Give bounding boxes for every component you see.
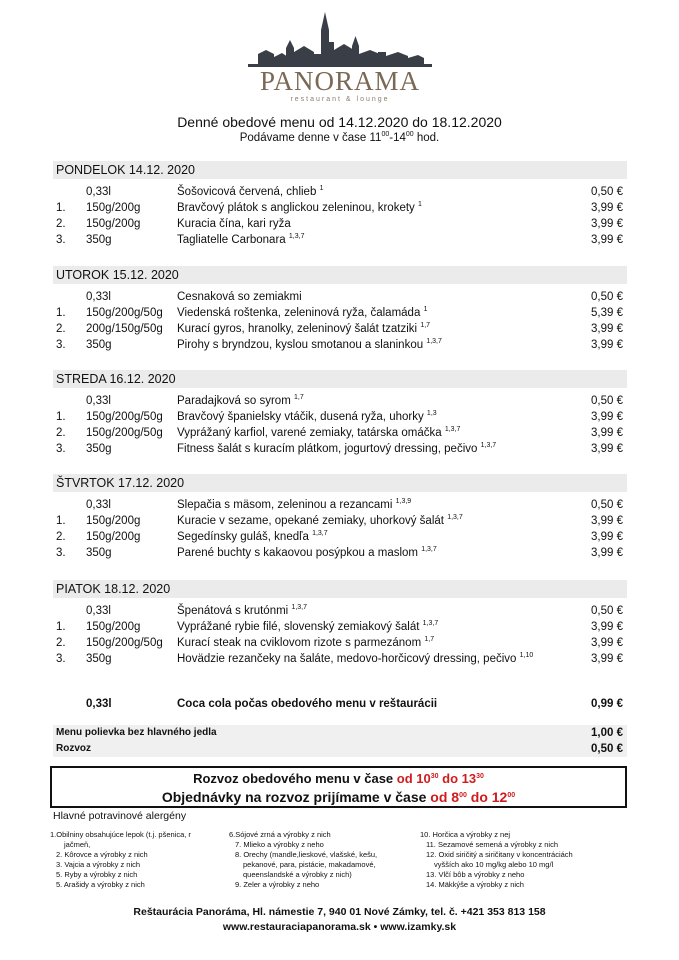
item-allergens: 1,3,7: [447, 514, 463, 521]
item-allergens: 1: [319, 185, 324, 192]
item-price: 3,99 €: [591, 515, 623, 527]
item-name: Viedenská roštenka, zeleninová ryža, čalamáda: [177, 307, 421, 319]
allergen-entry: 11. Sezamové semená a výrobky z nich: [426, 840, 559, 849]
item-name-cell: [177, 409, 437, 425]
soup-row: [53, 184, 627, 200]
soup-only-price: 1,00 €: [591, 727, 623, 739]
item-quantity: 150g/200g: [86, 531, 141, 543]
day-header: STREDA 16.12. 2020: [53, 370, 627, 388]
allergen-entry: jačmeň,: [64, 840, 91, 849]
allergen-entry: queenslandské a výrobky z nich): [243, 870, 352, 879]
item-name-cell: [177, 216, 291, 232]
item-quantity: 0,33l: [86, 605, 111, 617]
item-price: 3,99 €: [591, 411, 623, 423]
item-price: 0,50 €: [591, 605, 623, 617]
day-header: UTOROK 15.12. 2020: [53, 266, 627, 284]
item-quantity: 150g/200g: [86, 202, 141, 214]
city-skyline-icon: [248, 10, 432, 70]
item-quantity: 150g/200g: [86, 515, 141, 527]
main-course-row: [53, 425, 627, 441]
item-name: Tagliatelle Carbonara: [177, 234, 286, 246]
day-header: PIATOK 18.12. 2020: [53, 580, 627, 598]
allergens-title: Hlavné potravinové alergény: [53, 810, 187, 822]
item-number: 2.: [56, 531, 66, 543]
item-name-cell: [177, 651, 533, 667]
item-name-cell: [177, 513, 463, 529]
main-course-row: [53, 337, 627, 353]
item-number: 2.: [56, 218, 66, 230]
item-name: Bravčový plátok s anglickou zeleninou, krokety: [177, 202, 415, 214]
item-name: Pirohy s bryndzou, kyslou smotanou a slaninkou: [177, 339, 424, 351]
soup-only-row: [53, 725, 627, 741]
allergen-entry: 12. Oxid siričitý a siričitany v koncentráciách: [426, 850, 573, 859]
item-quantity: 350g: [86, 443, 112, 455]
item-allergens: 1,3,7: [312, 530, 328, 537]
allergen-entry: 14. Mäkkýše a výrobky z nich: [426, 880, 524, 889]
allergen-entry: 2. Kôrovce a výrobky z nich: [56, 850, 148, 859]
item-price: 0,50 €: [591, 395, 623, 407]
main-course-row: [53, 216, 627, 232]
main-course-row: [53, 441, 627, 457]
item-name: Kurací gyros, hranolky, zeleninový šalát tzatziki: [177, 323, 418, 335]
item-quantity: 150g/200g/50g: [86, 411, 163, 423]
item-allergens: 1,7: [420, 322, 431, 329]
footer-websites: www.restauraciapanorama.sk • www.izamky.sk: [222, 921, 457, 933]
item-price: 3,99 €: [591, 547, 623, 559]
main-course-row: [53, 321, 627, 337]
item-allergens: 1,3,7: [291, 604, 308, 611]
item-quantity: 200g/150g/50g: [86, 323, 163, 335]
delivery-fee-row: [53, 741, 627, 757]
allergen-entry: 3. Vajcia a výrobky z nich: [56, 860, 141, 869]
item-quantity: 350g: [86, 547, 112, 559]
item-name: Hovädzie rezančeky na šaláte, medovo-horčicový dressing, pečivo: [177, 653, 517, 665]
item-price: 0,50 €: [591, 186, 623, 198]
item-allergens: 1,3,7: [288, 233, 305, 240]
item-quantity: 150g/200g: [86, 621, 141, 633]
item-allergens: 1,3: [426, 410, 437, 417]
restaurant-logo: [248, 10, 432, 104]
item-number: 3.: [56, 443, 66, 455]
item-price: 0,50 €: [591, 291, 623, 303]
item-name-cell: [177, 393, 304, 409]
allergen-entry: 8. Orechy (mandle,lieskové, vlašské, kešu,: [235, 850, 378, 859]
item-name: Kuracie v sezame, opekané zemiaky, uhorkový šalát: [177, 515, 444, 527]
item-name-cell: [177, 184, 323, 200]
main-course-row: [53, 635, 627, 651]
logo-tagline: restaurant & lounge: [290, 96, 390, 103]
item-name: Kurací steak na cviklovom rizote s parmezánom: [177, 637, 422, 649]
item-price: 3,99 €: [591, 531, 623, 543]
item-price: 3,99 €: [591, 653, 623, 665]
soup-row: [53, 497, 627, 513]
soup-row: [53, 289, 627, 305]
delivery-fee-price: 0,50 €: [591, 743, 623, 755]
allergen-entry: 5. Arašidy a výrobky z nich: [56, 880, 145, 889]
main-course-row: [53, 200, 627, 216]
item-price: 3,99 €: [591, 427, 623, 439]
item-price: 3,99 €: [591, 443, 623, 455]
main-course-row: [53, 305, 627, 321]
main-course-row: [53, 651, 627, 667]
allergen-entry: 9. Zeler a výrobky z neho: [235, 880, 320, 889]
item-number: 2.: [56, 637, 66, 649]
item-allergens: 1,3,7: [480, 442, 497, 449]
item-name: Vyprážané rybie filé, slovenský zemiakový šalát: [177, 621, 420, 633]
item-number: 1.: [56, 515, 66, 527]
item-name-cell: [177, 305, 427, 321]
item-allergens: 1,3,7: [426, 338, 442, 345]
item-quantity: 150g/200g: [86, 218, 141, 230]
soup-row: [53, 603, 627, 619]
item-price: 3,99 €: [591, 637, 623, 649]
item-price: 3,99 €: [591, 339, 623, 351]
item-allergens: 1,7: [424, 636, 435, 643]
item-price: 5,39 €: [591, 307, 623, 319]
allergen-entry: 7. Mlieko a výrobky z neho: [235, 840, 324, 849]
item-name: Cesnaková so zemiakmi: [177, 291, 302, 303]
main-course-row: [53, 513, 627, 529]
order-hours-line: Objednávky na rozvoz prijímame v čase od $8^{00}$ do $12^{00}$: [161, 789, 516, 805]
item-allergens: 1,10: [519, 652, 534, 659]
item-allergens: 1,3,7: [422, 620, 439, 627]
delivery-fee-label: Rozvoz: [56, 743, 91, 754]
item-name: Bravčový španielsky vtáčik, dusená ryža, uhorky: [177, 411, 424, 423]
item-name: Paradajková so syrom: [177, 395, 291, 407]
item-name-cell: [177, 200, 422, 216]
allergen-entry: 6.Sójové zrná a výrobky z nich: [229, 830, 331, 839]
serving-hours: Podávame denne v čase $11^{00}-14^{00}$ hod.: [239, 131, 440, 144]
item-name: Parené buchty s kakaovou posýpkou a maslom: [177, 547, 418, 559]
item-price: 3,99 €: [591, 218, 623, 230]
item-name-cell: [177, 529, 328, 545]
item-number: 2.: [56, 323, 66, 335]
item-price: 3,99 €: [591, 234, 623, 246]
item-name-cell: [177, 289, 302, 305]
item-number: 3.: [56, 547, 66, 559]
item-quantity: 0,33l: [86, 186, 111, 198]
item-number: 1.: [56, 621, 66, 633]
item-number: 3.: [56, 234, 66, 246]
allergen-entry: pekanové, para, pistácie, makadamové,: [243, 860, 376, 869]
soup-row: [53, 393, 627, 409]
day-header: PONDELOK 14.12. 2020: [53, 161, 627, 179]
menu-title: Denné obedové menu od 14.12.2020 do 18.12.2020: [177, 114, 502, 130]
item-name: Kuracia čína, kari ryža: [177, 218, 291, 230]
item-allergens: 1,3,9: [395, 498, 412, 505]
item-name: Segedínsky guláš, knedľa: [177, 531, 309, 543]
item-allergens: 1,3,7: [444, 426, 461, 433]
allergen-entry: 10. Horčica a výrobky z nej: [420, 830, 511, 839]
logo-wordmark: PANORAMA: [259, 66, 421, 96]
item-number: 1.: [56, 411, 66, 423]
item-allergens: 1,7: [293, 394, 304, 401]
item-price: 3,99 €: [591, 323, 623, 335]
delivery-hours-line: Rozvoz obedového menu v čase od $10^{30}$ do $13^{30}$: [193, 771, 484, 786]
main-course-row: [53, 232, 627, 248]
allergen-entry: 1.Obilniny obsahujúce lepok (t.j. pšenica, r: [50, 830, 191, 839]
item-quantity: 150g/200g/50g: [86, 307, 163, 319]
item-name: Vyprážaný karfiol, varené zemiaky, tatárska omáčka: [177, 427, 442, 439]
item-quantity: 0,33l: [86, 395, 111, 407]
allergen-entry: 13. Vlčí bôb a výrobky z neho: [426, 870, 525, 879]
main-course-row: [53, 409, 627, 425]
soup-only-label: Menu polievka bez hlavného jedla: [56, 727, 217, 738]
item-price: 3,99 €: [591, 202, 623, 214]
item-name-cell: [177, 441, 496, 457]
drink-name: Coca cola počas obedového menu v reštaurácii: [177, 698, 438, 710]
item-allergens: 1: [418, 201, 422, 208]
item-name-cell: [177, 619, 438, 635]
allergen-entry: vyšších ako 10 mg/kg alebo 10 mg/l: [434, 860, 554, 869]
item-name-cell: [177, 321, 430, 337]
item-quantity: 350g: [86, 339, 112, 351]
item-name-cell: [177, 603, 307, 619]
delivery-hours-box: [50, 766, 627, 808]
item-quantity: 350g: [86, 653, 112, 665]
item-name-cell: [177, 232, 304, 248]
item-price: 0,50 €: [591, 499, 623, 511]
item-quantity: 150g/200g/50g: [86, 427, 163, 439]
drink-quantity: 0,33l: [86, 698, 112, 710]
item-number: 1.: [56, 202, 66, 214]
item-name-cell: [177, 425, 460, 441]
item-quantity: 0,33l: [86, 291, 111, 303]
item-number: 3.: [56, 339, 66, 351]
item-name: Slepačia s mäsom, zeleninou a rezancami: [177, 499, 393, 511]
item-name: Fitness šalát s kuracím plátkom, jogurtový dressing, pečivo: [177, 443, 478, 455]
item-name-cell: [177, 635, 434, 651]
drink-offer-row: [53, 696, 627, 712]
item-name-cell: [177, 497, 411, 513]
item-name-cell: [177, 545, 437, 561]
item-name: Špenátová s krutónmi: [177, 605, 289, 617]
item-allergens: 1: [423, 306, 428, 313]
day-header: ŠTVRTOK 17.12. 2020: [53, 474, 627, 492]
drink-price: 0,99 €: [591, 698, 623, 710]
item-quantity: 350g: [86, 234, 112, 246]
item-quantity: 0,33l: [86, 499, 111, 511]
main-course-row: [53, 545, 627, 561]
main-course-row: [53, 529, 627, 545]
item-number: 3.: [56, 653, 66, 665]
footer-address: Reštaurácia Panoráma, Hl. námestie 7, 940 01 Nové Zámky, tel. č. +421 353 813 158: [133, 906, 546, 918]
item-price: 3,99 €: [591, 621, 623, 633]
allergen-entry: 5. Ryby a výrobky z nich: [56, 870, 138, 879]
item-number: 2.: [56, 427, 66, 439]
item-allergens: 1,3,7: [421, 546, 437, 553]
item-name: Šošovicová červená, chlieb: [177, 186, 317, 198]
main-course-row: [53, 619, 627, 635]
item-quantity: 150g/200g/50g: [86, 637, 163, 649]
item-name-cell: [177, 337, 442, 353]
item-number: 1.: [56, 307, 66, 319]
